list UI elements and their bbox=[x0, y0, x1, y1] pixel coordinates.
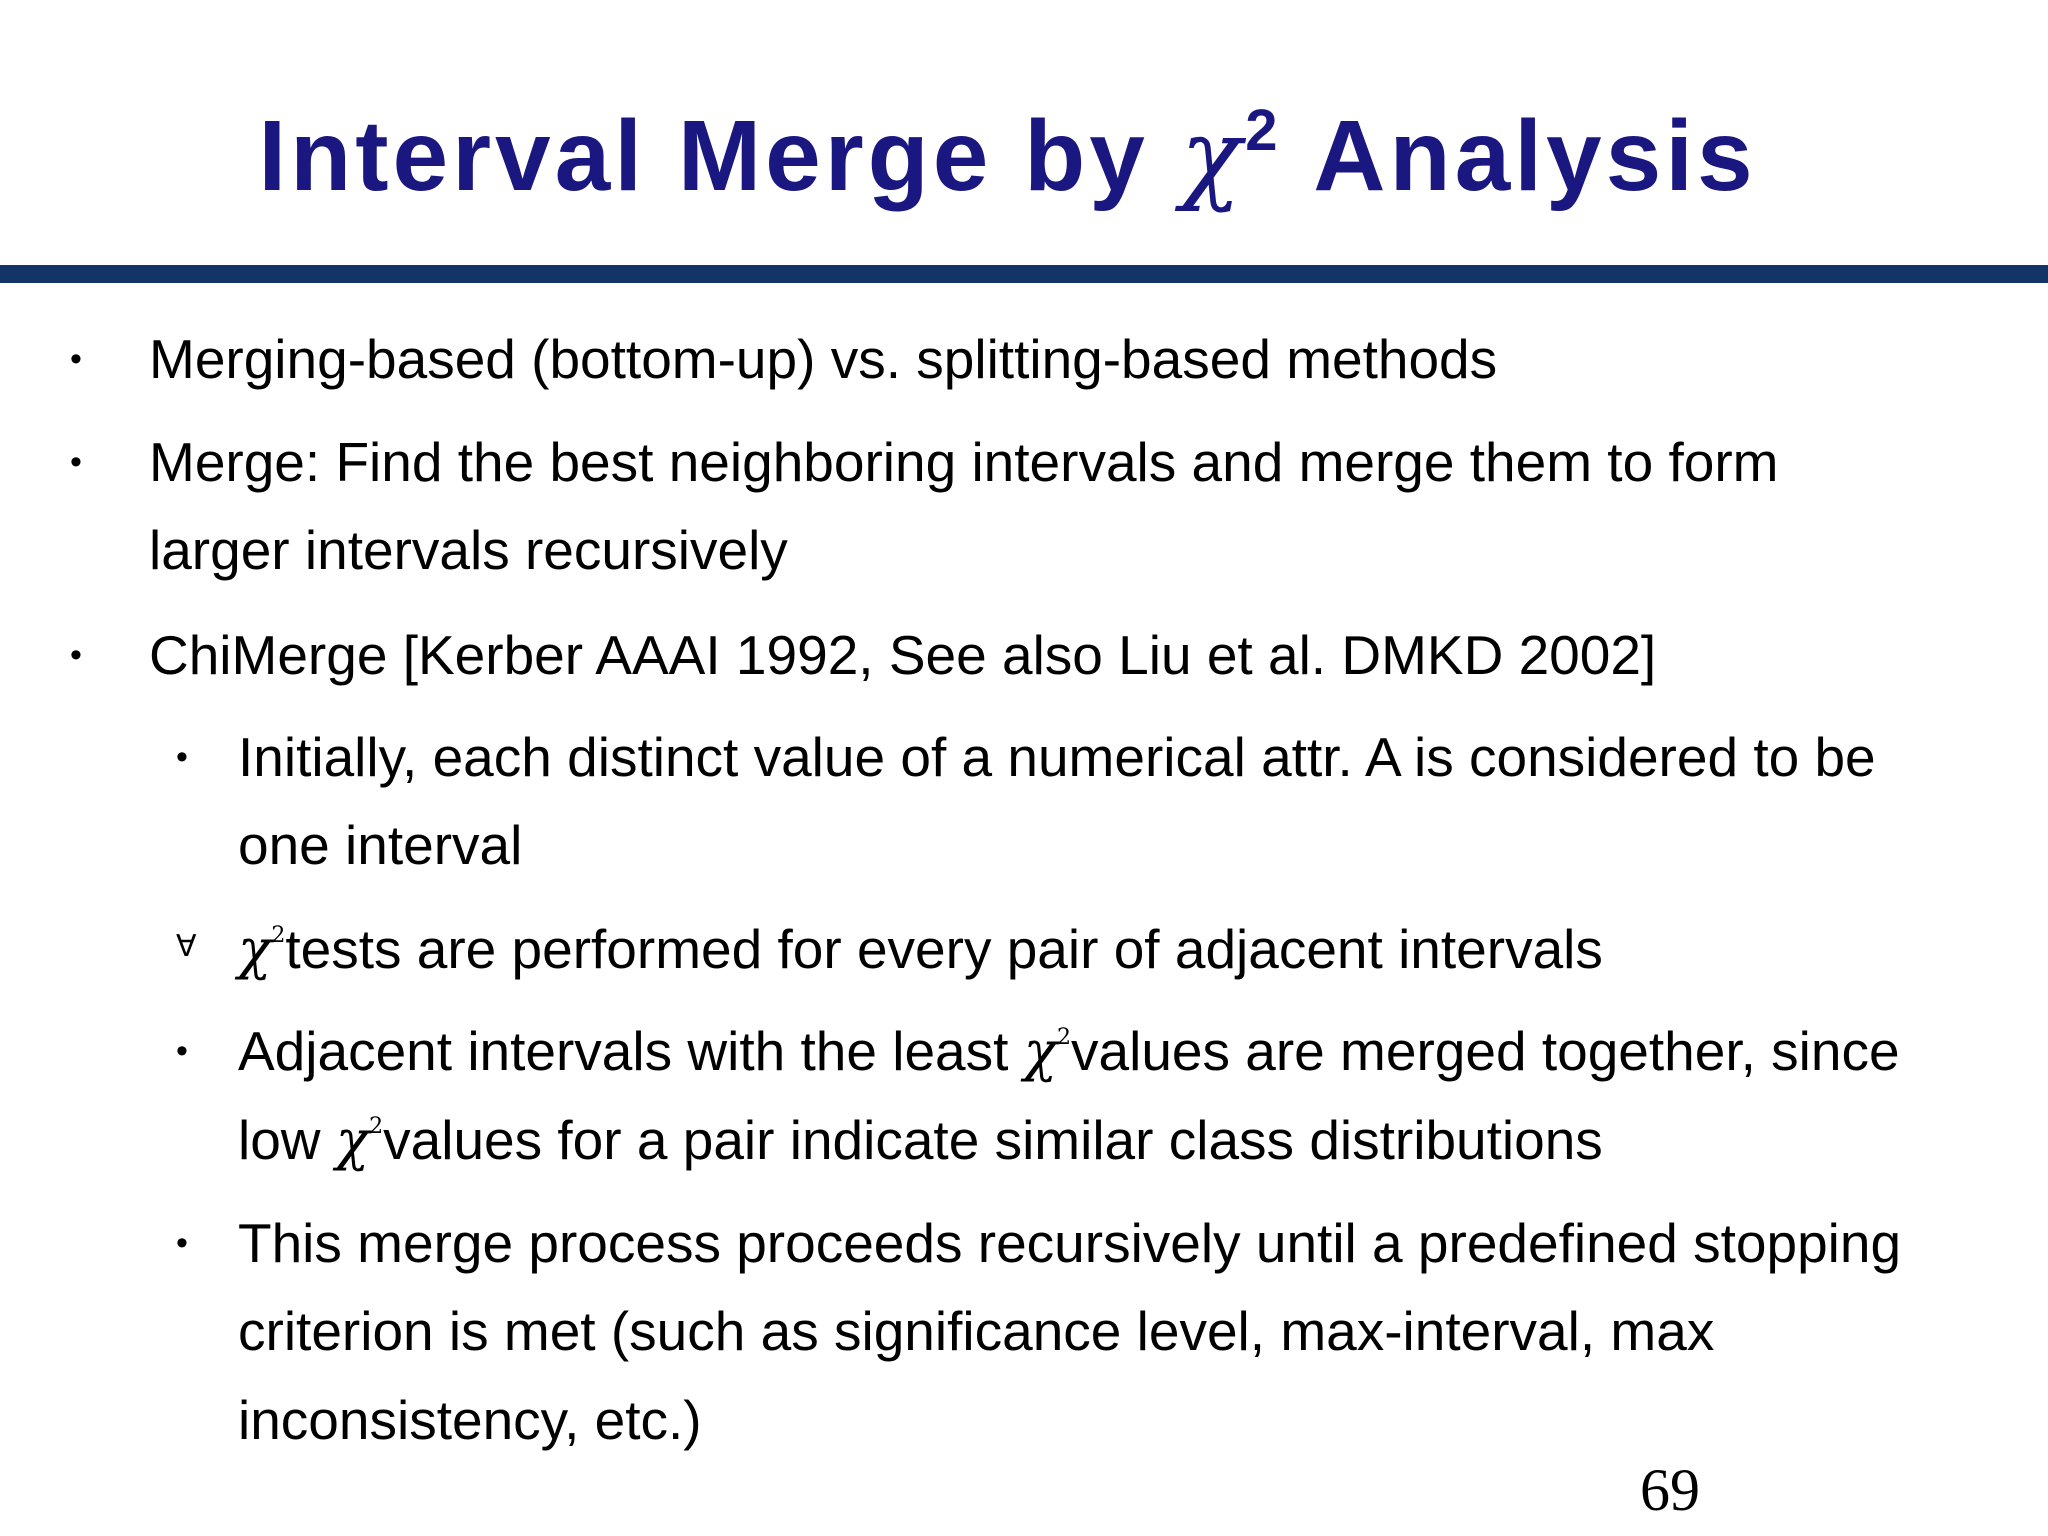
subbullet-text bbox=[238, 1018, 1900, 1084]
chi-superscript: 2 bbox=[1057, 1025, 1072, 1050]
subbullet-marker: • bbox=[176, 1032, 188, 1070]
subbullet-text-main: tests are performed for every pair of adjacent intervals bbox=[285, 918, 1603, 980]
subbullet-text: Initially, each distinct value of a numerical attr. A is considered to be bbox=[238, 726, 1876, 788]
chi-symbol: χ bbox=[238, 917, 272, 981]
bullet-text: Merge: Find the best neighboring intervals and merge them to form bbox=[149, 431, 1779, 493]
bullet-text-continued: larger intervals recursively bbox=[149, 519, 788, 581]
subbullet-marker: • bbox=[176, 738, 188, 776]
subbullet-text-part: values are merged together, since bbox=[1071, 1020, 1900, 1082]
title-superscript: 2 bbox=[1245, 98, 1282, 163]
subbullet-text-part: values for a pair indicate similar class distributions bbox=[383, 1109, 1603, 1171]
chi-superscript: 2 bbox=[369, 1114, 384, 1139]
slide-title-text-after: Analysis bbox=[1281, 100, 1757, 212]
subbullet-text: This merge process proceeds recursively until a predefined stopping bbox=[238, 1212, 1902, 1274]
subbullet-text-continued: inconsistency, etc.) bbox=[238, 1389, 702, 1451]
bullet-text: Merging-based (bottom-up) vs. splitting-based methods bbox=[149, 328, 1498, 390]
page-number: 69 bbox=[1640, 1457, 1700, 1523]
chi-symbol: χ bbox=[1023, 1019, 1058, 1083]
slide-title bbox=[0, 96, 2015, 216]
subbullet-marker: • bbox=[176, 1224, 188, 1262]
subbullet-text-continued: criterion is met (such as significance level, max-interval, max bbox=[238, 1300, 1715, 1362]
subbullet-text bbox=[238, 916, 1603, 982]
chi-symbol: χ bbox=[335, 1108, 370, 1172]
chi-superscript: 2 bbox=[271, 923, 286, 948]
subbullet-text-continued bbox=[238, 1107, 1603, 1173]
bullet-text: ChiMerge [Kerber AAAI 1992, See also Liu et al. DMKD 2002] bbox=[149, 624, 1657, 686]
bullet-marker: • bbox=[70, 340, 82, 378]
subbullet-text-part: low bbox=[238, 1109, 336, 1171]
slide-title-text-before: Interval Merge by bbox=[258, 100, 1181, 212]
bullet-marker: • bbox=[70, 636, 82, 674]
chi-symbol: χ bbox=[1180, 97, 1246, 214]
subbullet-text-continued: one interval bbox=[238, 814, 523, 876]
title-divider bbox=[0, 265, 2048, 283]
subbullet-text-part: Adjacent intervals with the least bbox=[238, 1020, 1024, 1082]
bullet-marker: • bbox=[70, 443, 82, 481]
forall-marker: ∀ bbox=[176, 930, 197, 963]
